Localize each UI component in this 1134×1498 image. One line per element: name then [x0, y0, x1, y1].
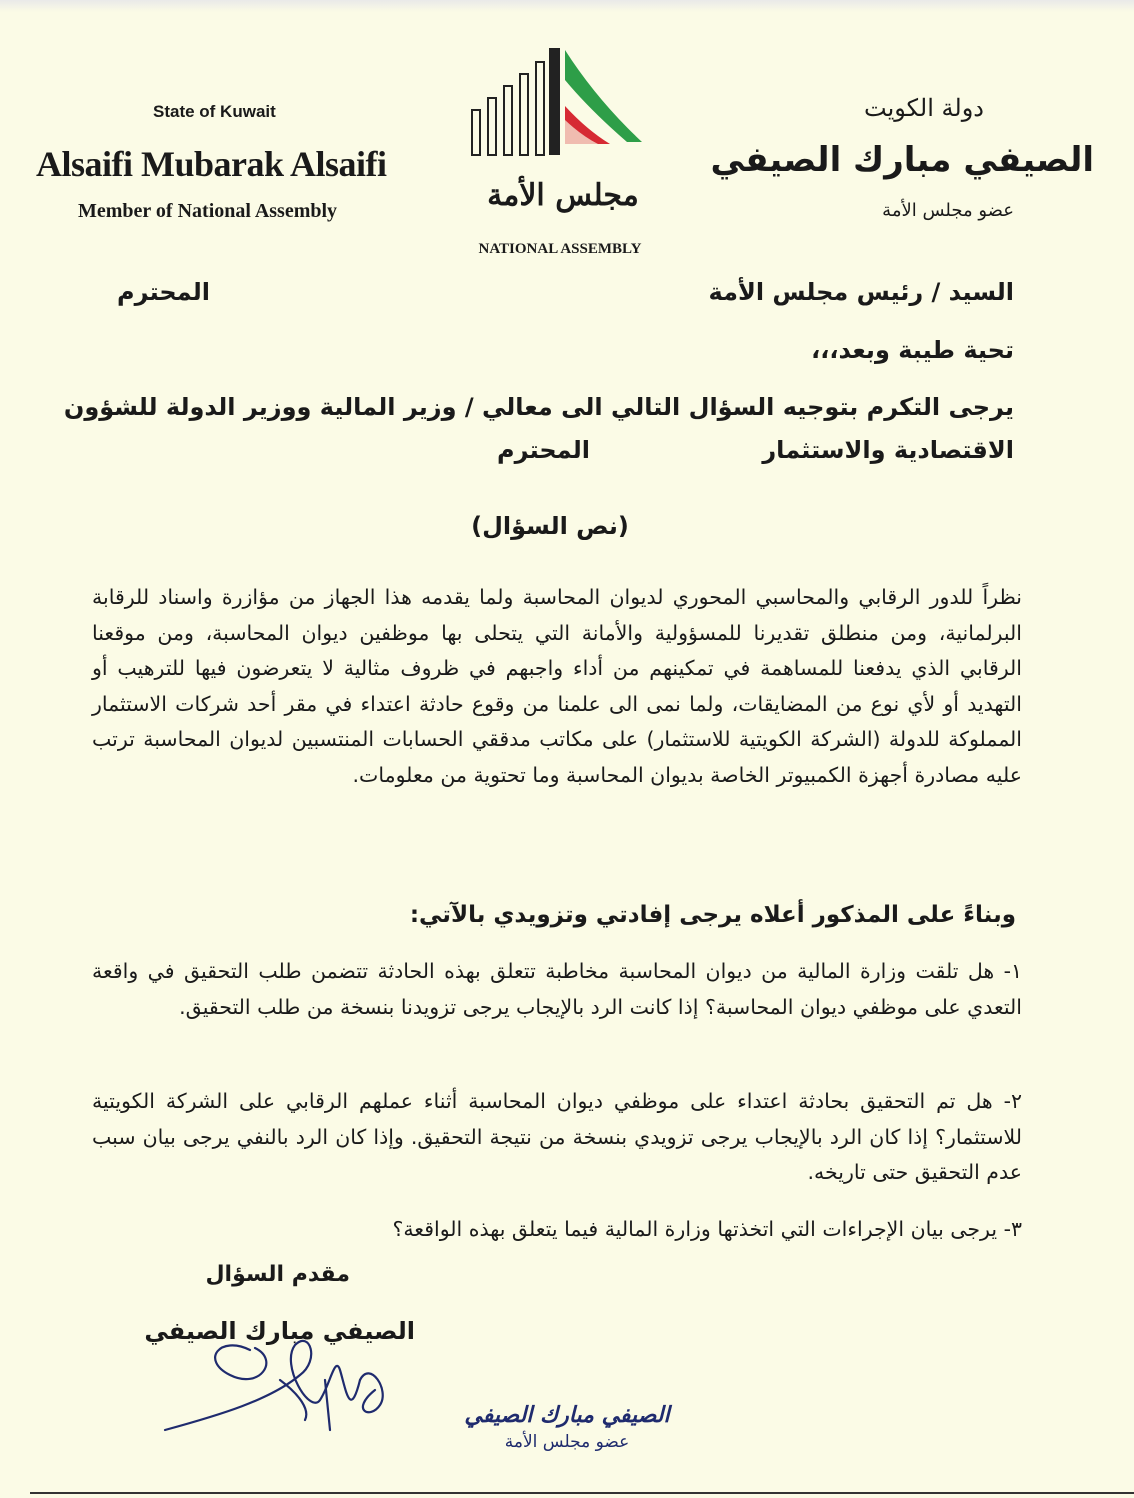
request-line-1: يرجى التكرم بتوجيه السؤال التالي الى معالي / وزير المالية ووزير الدولة للشؤون — [63, 393, 1014, 421]
handwritten-signature — [160, 1320, 410, 1440]
greeting: تحية طيبة وبعد،،، — [811, 336, 1014, 364]
member-title-en: Member of National Assembly — [78, 200, 338, 222]
body-paragraph: نظراً للدور الرقابي والمحاسبي المحوري لديوان المحاسبة ولما يقدمه هذا الجهاز من مؤازرة واسناد للرقابة البرلمانية، ومن منطلق تقديرنا للمسؤولية والأمانة التي يتحلى بها موظفين ديوان المحاسبة، ومن موقعنا الرقابي الذي يدفعنا للمساهمة في تمكينهم من أداء واجبهم في ظروف مثالية لا يتعرضون فيها للترهيب أو التهديد أو لأي نوع من المضايقات، ولما نمى الى علمنا من وقوع حادثة اعتداء في مقر أحد شركات الاستثمار المملوكة للدولة (الشركة الكويتية للاستثمار) على مكاتب مدققي الحسابات المنتسبين لديوان المحاسبة ترتب عليه مصادرة أجهزة الكمبيوتر الخاصة بديوان المحاسبة وما تحتوية من معلومات. — [92, 585, 1022, 787]
question-2: ٢- هل تم التحقيق بحادثة اعتداء على موظفي ديوان المحاسبة أثناء عملهم الرقابي على الشركة الكويتية للاستثمار؟ إذا كان الرد بالإيجاب يرجى تزويدي بنسخة من نتيجة التحقيق. وإذا كان الرد بالنفي يرجى بيان سبب عدم التحقيق حتى تاريخه. — [92, 1089, 1022, 1184]
scan-top-edge — [0, 0, 1134, 12]
addressee: السيد / رئيس مجلس الأمة — [708, 278, 1014, 306]
question-heading: (نص السؤال) — [471, 512, 629, 540]
question-1: ١- هل تلقت وزارة المالية من ديوان المحاسبة مخاطبة تتعلق بهذه الحادثة تتضمن طلب التحقيق في واقعة التعدي على موظفي ديوان المحاسبة؟ إذا كانت الرد بالإيجاب يرجى تزويدنا بنسخة من طلب التحقيق. — [92, 959, 1022, 1019]
request-honorific: المحترم — [497, 436, 590, 464]
parliament-emblem-icon — [462, 40, 662, 265]
stamp-title: عضو مجلس الأمة — [504, 1432, 630, 1452]
state-of-kuwait-en: State of Kuwait — [153, 102, 276, 121]
addressee-honorific: المحترم — [117, 278, 210, 306]
submitter-name: الصيفي مبارك الصيفي — [144, 1317, 415, 1345]
page-bottom-line — [30, 1492, 1134, 1494]
member-name-en: Alsaifi Mubarak Alsaifi — [36, 144, 387, 184]
logo-text-en: NATIONAL ASSEMBLY — [478, 241, 642, 257]
state-of-kuwait-ar: دولة الكويت — [864, 94, 984, 122]
official-stamp — [462, 1402, 672, 1468]
member-title-ar: عضو مجلس الأمة — [882, 200, 1014, 221]
member-name-ar: الصيفي مبارك الصيفي — [710, 140, 1094, 180]
stamp-name: الصيفي مبارك الصيفي — [464, 1402, 670, 1428]
national-assembly-logo — [462, 40, 662, 265]
submitter-label: مقدم السؤال — [205, 1262, 350, 1287]
question-3: ٣- يرجى بيان الإجراءات التي اتخذتها وزارة المالية فيما يتعلق بهذه الواقعة؟ — [392, 1217, 1022, 1241]
request-line-2: الاقتصادية والاستثمار — [762, 436, 1014, 464]
intro-heading: وبناءً على المذكور أعلاه يرجى إفادتي وتزويدي بالآتي: — [409, 902, 1016, 928]
signature-icon — [160, 1320, 410, 1440]
logo-text-ar: مجلس الأمة — [487, 178, 639, 213]
